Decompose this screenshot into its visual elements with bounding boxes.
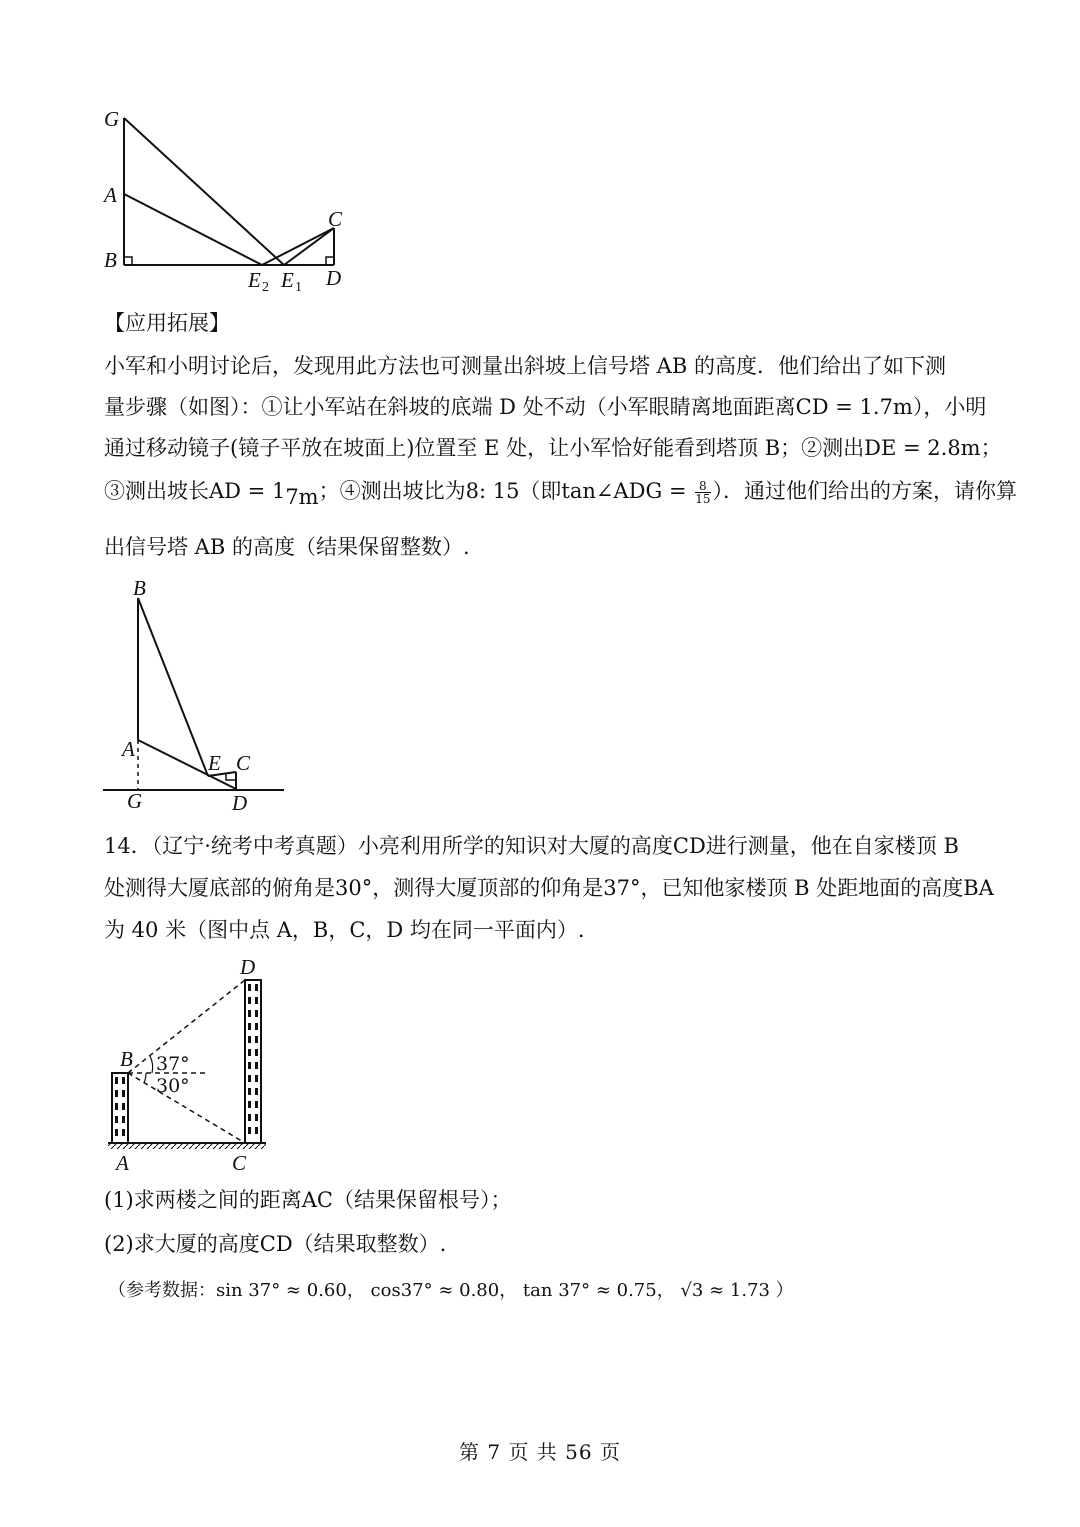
label-angle-30: 30° <box>156 1075 190 1097</box>
right-angle-D <box>326 257 334 265</box>
right-angle-B <box>124 257 132 265</box>
extension-line-2: 量步骤（如图）：①让小军站在斜坡的底端 D 处不动（小军眼睛离地面距离CD = 1.7m），小明 <box>104 395 987 419</box>
extension-line-4 <box>104 479 1018 509</box>
label-G: G <box>127 789 143 813</box>
label-B: B <box>104 248 117 272</box>
slope-ratio: ；④测出坡比为8: 15（即tan∠ADG = <box>318 479 694 503</box>
label-C: C <box>232 1151 247 1175</box>
problem-14-line-2: 处测得大厦底部的俯角是30°，测得大厦顶部的仰角是37°，已知他家楼顶 B 处距地面的高度BA <box>104 876 994 900</box>
label-B: B <box>133 576 146 600</box>
extension-line-4-end: ）．通过他们给出的方案，请你算 <box>712 479 1018 503</box>
figure-slope-tower <box>100 575 290 815</box>
label-A: A <box>116 1151 129 1175</box>
segment-AE2 <box>124 194 262 265</box>
ad-length-sub: 7m <box>285 485 319 509</box>
page-footer: 第 7 页 共 56 页 <box>459 1440 621 1464</box>
question-1: (1)求两楼之间的距离AC（结果保留根号）； <box>104 1188 512 1212</box>
segment-BE <box>138 598 208 776</box>
angle-arc-37 <box>150 1056 153 1073</box>
ad-length: ③测出坡长AD = 1 <box>104 479 286 503</box>
label-G: G <box>104 107 120 131</box>
label-E1-sub: 1 <box>295 280 302 295</box>
extension-line-1: 小军和小明讨论后，发现用此方法也可测量出斜坡上信号塔 AB 的高度．他们给出了如下测 <box>104 354 946 378</box>
label-A: A <box>104 183 117 207</box>
label-E2-sub: 2 <box>262 280 269 295</box>
label-E1: E <box>281 268 294 292</box>
building-AB <box>112 1073 128 1143</box>
windows-left <box>115 1077 125 1136</box>
label-D: D <box>240 955 256 979</box>
label-E: E <box>208 751 221 775</box>
label-A: A <box>122 737 135 761</box>
angle-arc-30 <box>144 1073 146 1083</box>
label-B: B <box>120 1047 133 1071</box>
extension-line-5: 出信号塔 AB 的高度（结果保留整数）. <box>104 535 470 559</box>
segment-GE1 <box>124 118 284 265</box>
reference-data: （参考数据：sin 37° ≈ 0.60， cos37° ≈ 0.80， tan 37° ≈ 0.75， √3 ≈ 1.73 ） <box>108 1280 794 1301</box>
problem-14-line-3: 为 40 米（图中点 A，B，C，D 均在同一平面内）. <box>104 918 585 942</box>
segment-AD <box>138 740 236 789</box>
label-C: C <box>236 751 251 775</box>
fraction-8-15 <box>695 480 710 505</box>
extension-line-3: 通过移动镜子(镜子平放在坡面上)位置至 E 处，让小军恰好能看到塔顶 B；②测出DE = 2.8m； <box>104 436 1002 460</box>
problem-14-line-1: 14．（辽宁·统考中考真题）小亮利用所学的知识对大厦的高度CD进行测量，他在自家楼顶 B <box>104 834 959 858</box>
section-heading: 【应用拓展】 <box>104 311 230 335</box>
label-E2: E <box>248 268 261 292</box>
label-C: C <box>328 207 343 231</box>
label-angle-37: 37° <box>156 1053 190 1075</box>
building-CD <box>245 980 261 1143</box>
windows-right <box>248 984 258 1134</box>
fraction-numerator: 8 <box>695 480 710 493</box>
figure-mirror-reflection <box>95 100 365 300</box>
label-D: D <box>326 266 342 290</box>
figure-buildings <box>100 950 280 1180</box>
label-D: D <box>232 791 248 815</box>
question-2: (2)求大厦的高度CD（结果取整数）. <box>104 1232 447 1256</box>
segment-E2C <box>262 228 334 265</box>
fraction-denominator: 15 <box>695 492 711 506</box>
